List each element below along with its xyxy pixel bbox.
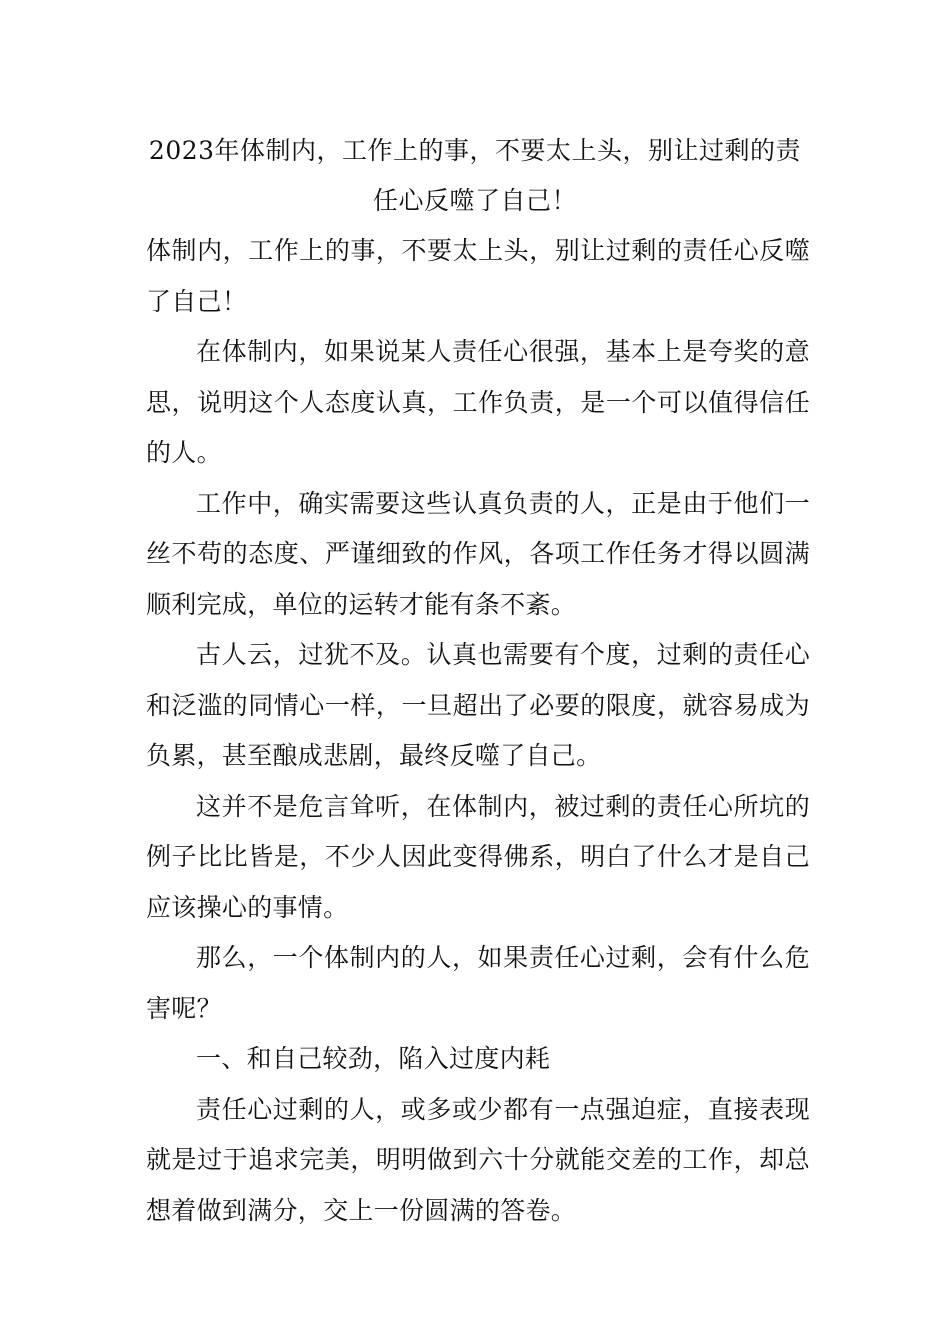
document-title-line-1: 2023年体制内，工作上的事，不要太上头，别让过剩的责 xyxy=(148,136,802,165)
paragraph: 工作中，确实需要这些认真负责的人，正是由于他们一丝不苟的态度、严谨细致的作风，各项工作任务才得以圆满顺利完成，单位的运转才能有条不紊。 xyxy=(146,488,810,619)
document-title-line-2: 任心反噬了自己！ xyxy=(372,186,577,215)
paragraph: 这并不是危言耸听，在体制内，被过剩的责任心所坑的例子比比皆是，不少人因此变得佛系，明白了什么才是自己应该操心的事情。 xyxy=(146,791,810,922)
paragraph: 那么，一个体制内的人，如果责任心过剩，会有什么危害呢？ xyxy=(146,943,810,1023)
paragraph-lead: 体制内，工作上的事，不要太上头，别让过剩的责任心反噬了自己！ xyxy=(146,236,810,316)
section-heading: 一、和自己较劲，陷入过度内耗 xyxy=(196,1044,551,1073)
paragraph: 古人云，过犹不及。认真也需要有个度，过剩的责任心和泛滥的同情心一样，一旦超出了必要的限度，就容易成为负累，甚至酿成悲剧，最终反噬了自己。 xyxy=(146,640,810,770)
document-body xyxy=(146,226,810,1236)
paragraph: 在体制内，如果说某人责任心很强，基本上是夸奖的意思，说明这个人态度认真，工作负责，是一个可以值得信任的人。 xyxy=(146,337,810,467)
paragraph: 责任心过剩的人，或多或少都有一点强迫症，直接表现就是过于追求完美，明明做到六十分就能交差的工作，却总想着做到满分，交上一份圆满的答卷。 xyxy=(146,1094,810,1225)
